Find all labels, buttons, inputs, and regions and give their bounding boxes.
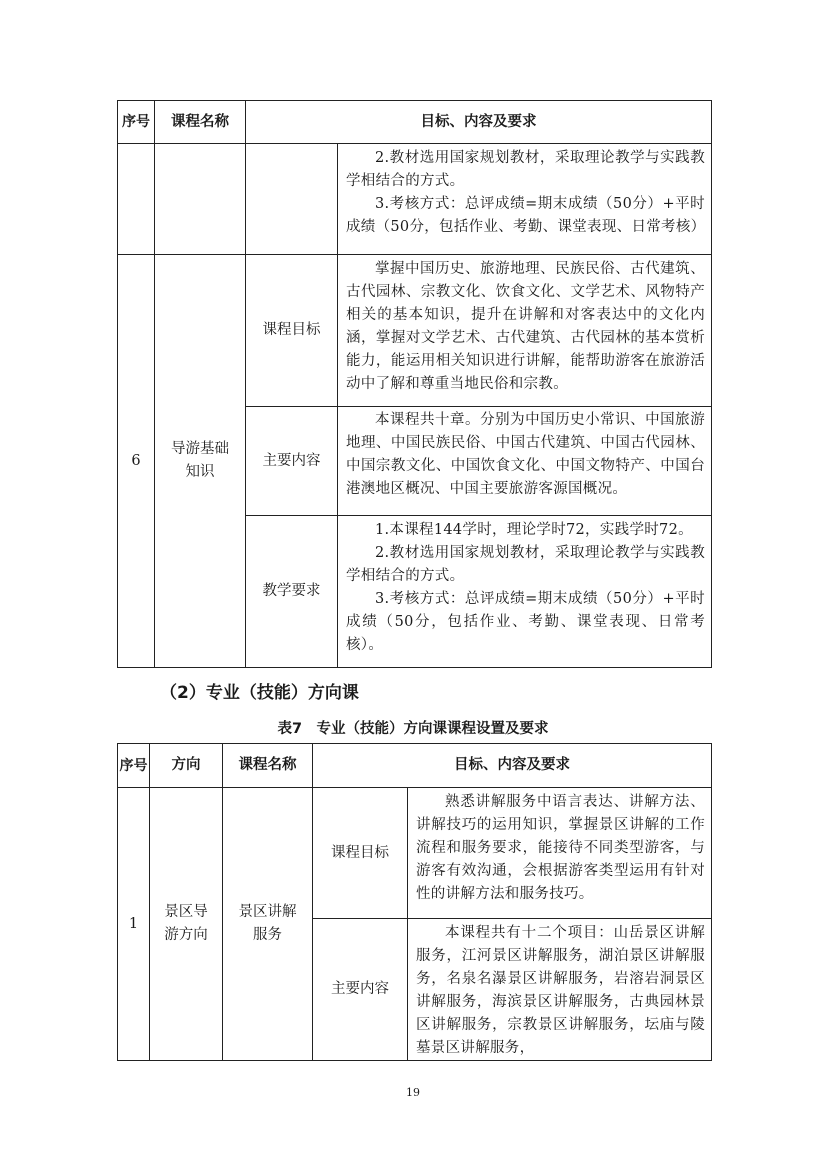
t2-course1-content-text: 本课程共有十二个项目：山岳景区讲解服务，江河景区讲解服务，湖泊景区讲解服务，名泉名瀑景区讲解服务，岩溶岩洞景区讲解服务，海滨景区讲解服务，古典园林景区讲解服务，宗教景区讲解服务，坛庙与陵墓景区讲解服务， — [408, 919, 712, 1061]
t2-name-line: 服务 — [253, 927, 282, 943]
t2-course1-goal-text: 熟悉讲解服务中语言表达、讲解方法、讲解技巧的运用知识，掌握景区讲解的工作流程和服务要求，能接待不同类型游客，与游客有效沟通，会根据游客类型运用有针对性的讲解方法和服务技巧。 — [408, 788, 712, 919]
cont-requirements — [338, 144, 712, 255]
t2-header-seq — [118, 744, 150, 788]
t2-direction-line: 游方向 — [164, 927, 208, 943]
course-table-direction — [117, 743, 712, 1061]
course6-name-line: 知识 — [185, 464, 215, 480]
course6-content-label: 主要内容 — [246, 407, 338, 516]
course6-seq: 6 — [118, 255, 155, 668]
course6-name — [155, 255, 246, 668]
t2-course1-direction — [150, 788, 223, 1061]
table-caption: 表7 专业（技能）方向课课程设置及要求 — [277, 721, 549, 737]
cont-req-line: 2.教材选用国家规划教材，采取理论教学与实践教学相结合的方式。 — [346, 150, 705, 189]
t2-header-goal: 目标、内容及要求 — [313, 744, 712, 788]
course6-req-line: 1.本课程144学时，理论学时72，实践学时72。 — [375, 522, 693, 538]
t2-header-course-name: 课程名称 — [223, 744, 313, 788]
cont-name-cell — [155, 144, 246, 255]
t2-header-seq-text: 序号 — [119, 757, 148, 774]
cont-req-line: 3.考核方式：总评成绩=期末成绩（50分）+平时成绩（50分，包括作业、考勤、课堂表现、日常考核） — [346, 196, 706, 235]
course6-content-text: 本课程共十章。分别为中国历史小常识、中国旅游地理、中国民族民俗、中国古代建筑、中国古代园林、中国宗教文化、中国饮食文化、中国文物特产、中国台港澳地区概况、中国主要旅游客源国概况。 — [338, 407, 712, 516]
course6-goal-text: 掌握中国历史、旅游地理、民族民俗、古代建筑、古代园林、宗教文化、饮食文化、文学艺术、风物特产相关的基本知识，提升在讲解和对客表达中的文化内涵，掌握对文学艺术、古代建筑、古代园林的基本赏析能力，能运用相关知识进行讲解，能帮助游客在旅游活动中了解和尊重当地民俗和宗教。 — [338, 255, 712, 407]
course6-req-label: 教学要求 — [246, 516, 338, 668]
header-course-name: 课程名称 — [155, 101, 246, 144]
t2-direction-line: 景区导 — [164, 904, 208, 920]
course6-name-line: 导游基础 — [171, 441, 229, 457]
course6-req-line: 2.教材选用国家规划教材，采取理论教学与实践教学相结合的方式。 — [346, 545, 705, 584]
page-number: 19 — [406, 1086, 420, 1099]
section-heading: （2）专业（技能）方向课 — [160, 683, 359, 703]
t2-course1-content-label: 主要内容 — [313, 919, 408, 1061]
t2-course1-goal-label: 课程目标 — [313, 788, 408, 919]
course6-req-line: 3.考核方式：总评成绩=期末成绩（50分）+平时成绩（50分，包括作业、考勤、课堂表现、日常考核）。 — [346, 591, 705, 653]
course6-requirements — [338, 516, 712, 668]
t2-course1-name — [223, 788, 313, 1061]
course-table-basic — [117, 100, 712, 668]
cont-seq-cell — [118, 144, 155, 255]
header-seq-text: 序号 — [122, 114, 150, 130]
t2-name-line: 景区讲解 — [238, 904, 297, 920]
header-seq — [118, 101, 155, 144]
t2-course1-seq: 1 — [118, 788, 150, 1061]
t2-header-direction: 方向 — [150, 744, 223, 788]
cont-label-cell — [246, 144, 338, 255]
course6-goal-label: 课程目标 — [246, 255, 338, 407]
header-goal: 目标、内容及要求 — [246, 101, 712, 144]
